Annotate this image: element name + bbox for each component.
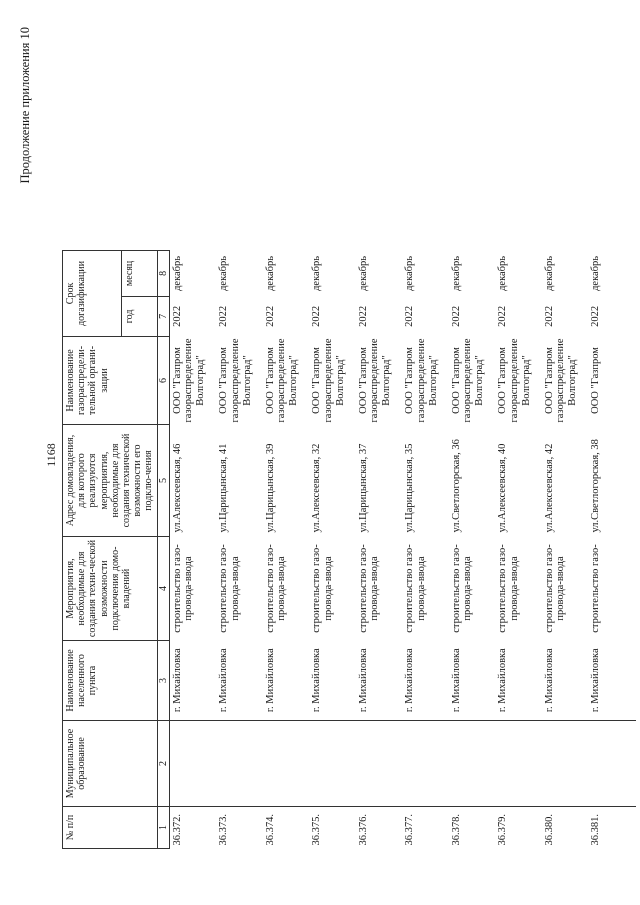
measure-cell: строительство газо-провода-ввода [404, 544, 427, 633]
column-number: 4 [157, 537, 169, 641]
table-row [169, 250, 217, 848]
municipality-cell [543, 721, 590, 807]
month-cell: декабрь [404, 255, 416, 291]
row-number: 36.373. [218, 814, 230, 846]
gasification-table [62, 250, 636, 849]
measure-cell: строительство газо-провода-ввода [357, 544, 381, 633]
year-cell: 2022 [357, 305, 369, 327]
row-number: 36.374. [264, 814, 276, 846]
year-cell: 2022 [264, 305, 276, 327]
year-cell: 2022 [590, 305, 602, 327]
municipality-cell [310, 721, 357, 807]
column-number: 3 [157, 641, 169, 721]
table-body [169, 250, 636, 848]
year-cell: 2022 [404, 305, 416, 327]
row-number: 36.372. [171, 814, 183, 846]
organization-cell: ООО "Газпром газораспределение Волгоград" [264, 338, 300, 423]
month-cell: декабрь [497, 255, 509, 291]
column-number: 2 [157, 721, 169, 807]
settlement-cell: г. Михайловка [171, 648, 183, 713]
address-cell: ул.Царицынская, 39 [264, 443, 276, 533]
measure-cell: строительство газо-провода-ввода [497, 544, 520, 633]
municipality-cell [450, 721, 497, 807]
row-number: 36.378. [450, 814, 462, 846]
month-cell: декабрь [218, 255, 230, 291]
appendix-caption: Продолжение приложения 10 [18, 27, 32, 184]
organization-cell: ООО "Газпром газораспределение Волгоград" [404, 338, 439, 423]
settlement-cell: г. Михайловка [311, 648, 323, 713]
header-term: Срок догазификации [63, 250, 122, 336]
settlement-cell: г. Михайловка [357, 648, 369, 713]
settlement-cell: г. Михайловка [543, 648, 555, 713]
table-header-row [63, 250, 122, 848]
municipality-cell [357, 721, 404, 807]
year-cell: 2022 [450, 305, 462, 327]
year-cell: 2022 [171, 305, 183, 327]
settlement-cell: г. Михайловка [218, 648, 230, 713]
measure-cell: строительство газо-провода-ввода [218, 544, 241, 633]
organization-cell: ООО "Газпром газораспределение Волгоград" [357, 338, 393, 423]
address-cell: ул.Царицынская, 37 [357, 443, 369, 533]
organization-cell: ООО "Газпром газораспределение Волгоград" [218, 338, 253, 423]
year-cell: 2022 [218, 305, 230, 327]
organization-cell: ООО "Газпром [590, 347, 602, 414]
header-year: год [122, 296, 157, 336]
month-cell: декабрь [590, 255, 602, 291]
organization-cell: ООО "Газпром газораспределение Волгоград" [543, 338, 579, 423]
measure-cell: строительство газо- [590, 544, 602, 633]
column-number: 8 [157, 250, 169, 296]
row-number: 36.379. [497, 814, 509, 846]
header-num: № п/п [63, 807, 158, 849]
header-settlement: Наименование населенного пункта [63, 641, 158, 721]
month-cell: декабрь [311, 255, 323, 291]
municipality-cell [496, 721, 543, 807]
table-row [310, 250, 357, 848]
row-number: 36.376. [357, 814, 369, 846]
row-number: 36.381. [590, 814, 602, 846]
table-row [450, 250, 497, 848]
address-cell: ул.Алексеевская, 42 [543, 443, 555, 533]
year-cell: 2022 [311, 305, 323, 327]
column-number: 7 [157, 296, 169, 336]
measure-cell: строительство газо-провода-ввода [311, 544, 334, 633]
address-cell: ул.Царицынская, 35 [404, 443, 416, 533]
header-municipality: Муниципальное образование [63, 721, 158, 807]
row-number: 36.377. [404, 814, 416, 846]
municipality-cell [403, 721, 450, 807]
address-cell: ул.Светлогорская, 36 [450, 439, 462, 533]
table-row [357, 250, 404, 848]
column-number: 1 [157, 807, 169, 849]
table-row [543, 250, 590, 848]
organization-cell: ООО "Газпром газораспределение Волгоград" [450, 338, 486, 423]
settlement-cell: г. Михайловка [264, 648, 276, 713]
municipality-cell [169, 721, 217, 807]
municipality-cell [589, 721, 636, 807]
header-measure: Мероприятия, необходимые для создания техни-ческой возможности подключения домо-владений [63, 537, 158, 641]
row-number: 36.375. [311, 814, 323, 846]
measure-cell: строительство газо-провода-ввода [171, 544, 195, 633]
measure-cell: строительство газо-провода-ввода [264, 544, 288, 633]
municipality-cell [217, 721, 264, 807]
organization-cell: ООО "Газпром газораспределение Волгоград" [311, 338, 346, 423]
header-address: Адрес домовладения, для которого реализуются мероприятия, необходимые для создания технической возможности его подклю-чения [63, 425, 158, 537]
month-cell: декабрь [543, 255, 555, 291]
month-cell: декабрь [264, 255, 276, 291]
address-cell: ул.Алексеевская, 40 [497, 443, 509, 533]
year-cell: 2022 [497, 305, 509, 327]
month-cell: декабрь [357, 255, 369, 291]
address-cell: ул.Алексеевская, 32 [311, 443, 323, 533]
month-cell: декабрь [171, 255, 183, 291]
table-row [217, 250, 264, 848]
settlement-cell: г. Михайловка [497, 648, 509, 713]
organization-cell: ООО "Газпром газораспределение Волгоград" [171, 338, 207, 423]
measure-cell: строительство газо-провода-ввода [450, 544, 474, 633]
settlement-cell: г. Михайловка [590, 648, 602, 713]
address-cell: ул.Светлогорская, 38 [590, 439, 602, 533]
column-number: 6 [157, 336, 169, 424]
table-row [403, 250, 450, 848]
organization-cell: ООО "Газпром газораспределение Волгоград" [497, 338, 532, 423]
settlement-cell: г. Михайловка [450, 648, 462, 713]
header-organization: Наименование газораспредели-тельной органи-зации [63, 336, 158, 424]
row-number: 36.380. [543, 814, 555, 846]
settlement-cell: г. Михайловка [404, 648, 416, 713]
header-month: месяц [122, 250, 157, 296]
address-cell: ул.Царицынская, 41 [218, 443, 230, 533]
column-numbers-row [157, 250, 169, 848]
page-number: 1168 [44, 443, 58, 467]
table-row [589, 250, 636, 848]
municipality-cell [264, 721, 311, 807]
table-row [264, 250, 311, 848]
table-row [496, 250, 543, 848]
measure-cell: строительство газо-провода-ввода [543, 544, 567, 633]
address-cell: ул.Алексеевская, 46 [171, 443, 183, 533]
year-cell: 2022 [543, 305, 555, 327]
column-number: 5 [157, 425, 169, 537]
month-cell: декабрь [450, 255, 462, 291]
